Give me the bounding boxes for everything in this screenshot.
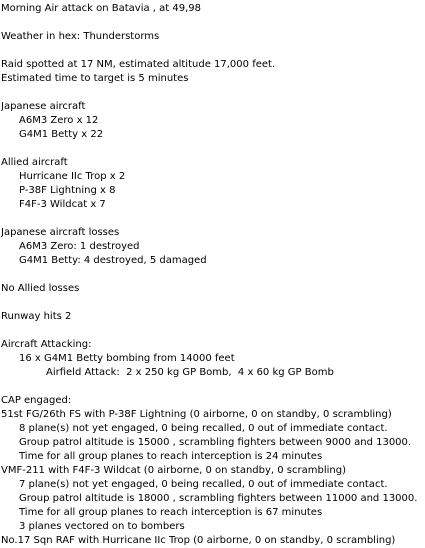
cap-engaged-header: CAP engaged:	[1, 395, 72, 406]
combat-report	[1, 2, 425, 548]
allied-aircraft-item: P-38F Lightning x 8	[19, 185, 116, 196]
cap-unit-name-partial: No.17 Sqn RAF with Hurricane IIc Trop (0 airborne, 0 on standby, 0 scrambling)	[1, 535, 396, 546]
blank-line	[1, 142, 425, 156]
blank-line	[1, 86, 425, 100]
time-to-target-line: Estimated time to target is 5 minutes	[1, 73, 189, 84]
aircraft-attacking-line: 16 x G4M1 Betty bombing from 14000 feet	[19, 353, 235, 364]
allied-aircraft-header: Allied aircraft	[1, 157, 68, 168]
raid-spotted-line: Raid spotted at 17 NM, estimated altitude 17,000 feet.	[1, 59, 276, 70]
japanese-losses-item: A6M3 Zero: 1 destroyed	[19, 241, 140, 252]
report-title: Morning Air attack on Batavia , at 49,98	[1, 3, 202, 14]
cap-unit-detail: 7 plane(s) not yet engaged, 0 being recalled, 0 out of immediate contact.	[19, 479, 388, 490]
airfield-attack-line: Airfield Attack: 2 x 250 kg GP Bomb, 4 x 60 kg GP Bomb	[46, 367, 334, 378]
aircraft-attacking-header: Aircraft Attacking:	[1, 339, 92, 350]
cap-unit-detail: 3 planes vectored on to bombers	[19, 521, 185, 532]
cap-unit-name: 51st FG/26th FS with P-38F Lightning (0 airborne, 0 on standby, 0 scrambling)	[1, 409, 392, 420]
blank-line	[1, 212, 425, 226]
allied-losses-line: No Allied losses	[1, 283, 80, 294]
blank-line	[1, 268, 425, 282]
allied-aircraft-item: Hurricane IIc Trop x 2	[19, 171, 126, 182]
blank-line	[1, 324, 425, 338]
cap-unit-detail: Group patrol altitude is 18000 , scrambling fighters between 11000 and 13000.	[19, 493, 418, 504]
japanese-aircraft-header: Japanese aircraft	[1, 101, 86, 112]
cap-unit-name: VMF-211 with F4F-3 Wildcat (0 airborne, 0 on standby, 0 scrambling)	[1, 465, 346, 476]
allied-aircraft-item: F4F-3 Wildcat x 7	[19, 199, 106, 210]
cap-unit-detail: Group patrol altitude is 15000 , scrambling fighters between 9000 and 13000.	[19, 437, 412, 448]
runway-hits-line: Runway hits 2	[1, 311, 72, 322]
japanese-losses-item: G4M1 Betty: 4 destroyed, 5 damaged	[19, 255, 207, 266]
blank-line	[1, 16, 425, 30]
blank-line	[1, 380, 425, 394]
japanese-aircraft-item: G4M1 Betty x 22	[19, 129, 104, 140]
cap-unit-detail: Time for all group planes to reach interception is 67 minutes	[19, 507, 323, 518]
cap-unit-detail: 8 plane(s) not yet engaged, 0 being recalled, 0 out of immediate contact.	[19, 423, 388, 434]
japanese-losses-header: Japanese aircraft losses	[1, 227, 120, 238]
japanese-aircraft-item: A6M3 Zero x 12	[19, 115, 99, 126]
weather-line: Weather in hex: Thunderstorms	[1, 31, 160, 42]
blank-line	[1, 296, 425, 310]
blank-line	[1, 44, 425, 58]
cap-unit-detail: Time for all group planes to reach interception is 24 minutes	[19, 451, 323, 462]
